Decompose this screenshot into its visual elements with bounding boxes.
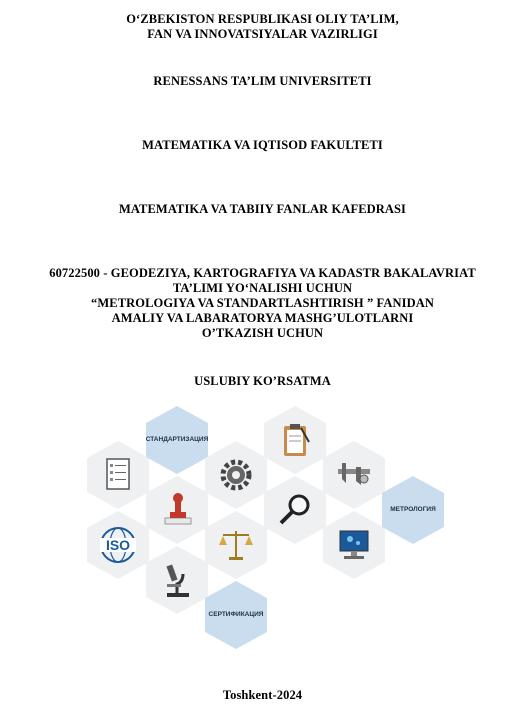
computer-icon (334, 525, 374, 565)
hex-certification (201, 580, 271, 650)
iso-text: ISO (105, 537, 131, 553)
metrology-label: МЕТРОЛОГИЯ (390, 506, 436, 513)
title-line-1: 60722500 - GEODEZIYA, KARTOGRAFIYA VA KADASTR BAKALAVRIAT (49, 266, 476, 280)
stamp-icon (157, 490, 197, 530)
microscope-icon (157, 560, 197, 600)
ministry-line-2: FAN VA INNOVATSIYALAR VAZIRLIGI (147, 27, 378, 41)
hex-metrology (378, 475, 448, 545)
magnifier-icon (275, 490, 315, 530)
certification-label: СЕРТИФИКАЦИЯ (208, 611, 264, 618)
title-line-5: O’TKAZISH UCHUN (201, 326, 324, 340)
scales-icon (216, 525, 256, 565)
faculty-name: MATEMATIKA VA IQTISOD FAKULTETI (142, 138, 383, 152)
title-line-2: TA’LIMI YO‘NALISHI UCHUN (172, 281, 353, 295)
place-year: Toshkent-2024 (222, 688, 303, 702)
clipboard-icon (275, 420, 315, 460)
iso-logo-icon (91, 525, 145, 565)
university-name: RENESSANS TA’LIM UNIVERSITETI (153, 74, 372, 88)
title-line-3: “METROLOGIYA VA STANDARTLASHTIRISH ” FANIDAN (91, 296, 434, 310)
title-line-4: AMALIY VA LABARATORYA MASHG’ULOTLARNI (111, 311, 414, 325)
standardization-label: СТАНДАРТИЗАЦИЯ (145, 436, 209, 443)
gear-icon (216, 455, 256, 495)
document-type: USLUBIY KO’RSATMA (194, 374, 331, 388)
document-checklist-icon (98, 455, 138, 495)
cover-illustration (80, 405, 460, 620)
caliper-icon (334, 455, 374, 495)
department-name: MATEMATIKA VA TABIIY FANLAR KAFEDRASI (118, 202, 407, 216)
ministry-line-1: O‘ZBEKISTON RESPUBLIKASI OLIY TA’LIM, (126, 12, 399, 26)
